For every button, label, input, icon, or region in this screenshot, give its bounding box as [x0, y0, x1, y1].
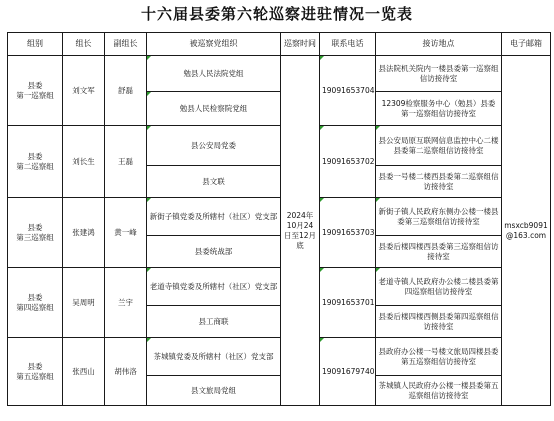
header-deputy: 副组长: [105, 33, 147, 56]
location-cell: 茶城镇人民政府办公楼一楼县委第五巡察组信访接待室: [376, 376, 502, 406]
org-cell: 新街子镇党委及所辖村（社区）党支部: [147, 198, 281, 236]
location-cell: 县政府办公楼一号楼文旅局四楼县委第五巡察组信访接待室: [376, 338, 502, 376]
phone-cell: 19091653701: [320, 268, 376, 338]
group-leader: 张西山: [63, 338, 105, 406]
page-title: 十六届县委第六轮巡察进驻情况一览表: [140, 5, 413, 23]
group-name: 县委 第三巡察组: [8, 198, 63, 268]
header-time: 巡察时间: [281, 33, 320, 56]
header-phone: 联系电话: [320, 33, 376, 56]
org-cell: 老道寺镇党委及所辖村（社区）党支部: [147, 268, 281, 306]
org-cell: 县文旅局党组: [147, 376, 281, 406]
table-row: [8, 126, 551, 166]
group-deputy: 胡伟洛: [105, 338, 147, 406]
table-row: [8, 198, 551, 236]
org-cell: 县委统战部: [147, 236, 281, 268]
location-cell: 县委一号楼二楼西县委第二巡察组信访接待室: [376, 166, 502, 198]
group-deputy: 黄一峰: [105, 198, 147, 268]
header-location: 接访地点: [376, 33, 502, 56]
org-cell: 茶城镇党委及所辖村（社区）党支部: [147, 338, 281, 376]
table-row: [8, 268, 551, 306]
phone-cell: 19091653704: [320, 56, 376, 126]
location-cell: 老道寺镇人民政府办公楼二楼县委第四巡察组信访接待室: [376, 268, 502, 306]
header-group: 组别: [8, 33, 63, 56]
header-email: 电子邮箱: [502, 33, 551, 56]
email-cell: msxcb9091@163.com: [502, 56, 551, 406]
inspection-table: [7, 32, 551, 406]
group-leader: 张建鸿: [63, 198, 105, 268]
group-name: 县委 第一巡察组: [8, 56, 63, 126]
location-cell: 县公安局原互联网信息监控中心二楼县委第二巡察组信访接待室: [376, 126, 502, 166]
location-cell: 新街子镇人民政府东侧办公楼一楼县委第三巡察组信访接待室: [376, 198, 502, 236]
group-name: 县委 第五巡察组: [8, 338, 63, 406]
group-deputy: 兰宇: [105, 268, 147, 338]
org-cell: 县工商联: [147, 306, 281, 338]
group-leader: 刘长生: [63, 126, 105, 198]
group-name: 县委 第四巡察组: [8, 268, 63, 338]
table-row: [8, 338, 551, 376]
org-cell: 勉县人民检察院党组: [147, 92, 281, 126]
group-leader: 刘文军: [63, 56, 105, 126]
phone-cell: 19091653703: [320, 198, 376, 268]
org-cell: 勉县人民法院党组: [147, 56, 281, 92]
location-cell: 县委后楼四楼西县委第三巡察组信访接待室: [376, 236, 502, 268]
group-deputy: 舒磊: [105, 56, 147, 126]
phone-cell: 19091679740: [320, 338, 376, 406]
phone-cell: 19091653702: [320, 126, 376, 198]
header-org: 被巡察党组织: [147, 33, 281, 56]
group-leader: 吴周明: [63, 268, 105, 338]
org-cell: 县公安局党委: [147, 126, 281, 166]
inspection-time: 2024年10月24日至12月底: [281, 56, 320, 406]
location-cell: 县法院机关院内一楼县委第一巡察组信访接待室: [376, 56, 502, 92]
header-row: [8, 33, 551, 56]
group-deputy: 王磊: [105, 126, 147, 198]
location-cell: 12309检察服务中心（勉县）县委第一巡察组信访接待室: [376, 92, 502, 126]
header-leader: 组长: [63, 33, 105, 56]
table-row: [8, 56, 551, 92]
location-cell: 县委后楼四楼西侧县委第四巡察组信访接待室: [376, 306, 502, 338]
group-name: 县委 第二巡察组: [8, 126, 63, 198]
org-cell: 县文联: [147, 166, 281, 198]
